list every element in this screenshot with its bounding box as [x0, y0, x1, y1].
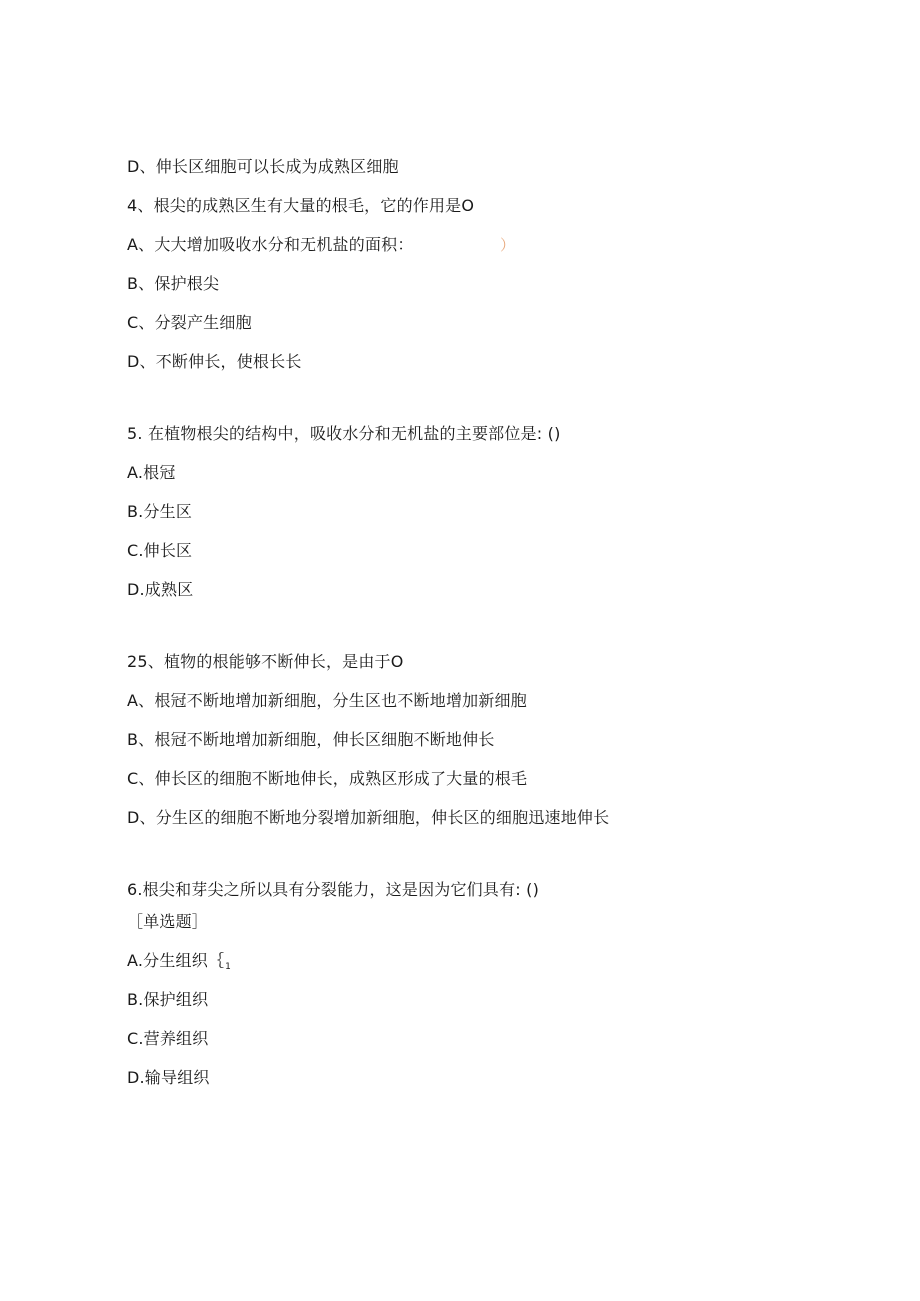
- q6-option-a: [127, 950, 231, 978]
- q25-option-d: D、分生区的细胞不断地分裂增加新细胞，伸长区的细胞迅速地伸长: [127, 808, 610, 827]
- q6-option-c: C.营养组织: [127, 1029, 209, 1048]
- q4-option-c: C、分裂产生细胞: [127, 313, 252, 332]
- q25-option-b: B、根冠不断地增加新细胞，伸长区细胞不断地伸长: [127, 730, 495, 749]
- q5-option-d: D.成熟区: [127, 580, 194, 599]
- q6-option-d: D.输导组织: [127, 1068, 210, 1087]
- q4-option-b: B、保护根尖: [127, 274, 220, 293]
- q6-type-tag: ［单选题］: [127, 912, 209, 931]
- q4-option-a: A、大大增加吸收水分和无机盐的面积：: [127, 235, 414, 254]
- q5-option-c: C.伸长区: [127, 541, 193, 560]
- q6-option-b: B.保护组织: [127, 990, 209, 1009]
- q5-stem: 5. 在植物根尖的结构中，吸收水分和无机盐的主要部位是: (): [127, 424, 561, 443]
- q4-stem: 4、根尖的成熟区生有大量的根毛，它的作用是O: [127, 196, 475, 215]
- q5-option-a: A.根冠: [127, 463, 176, 482]
- q6-option-a-subscript: 1: [225, 962, 232, 972]
- q3-option-d: D、伸长区细胞可以长成为成熟区细胞: [127, 157, 399, 176]
- q6-option-a-text: A.分生组织｛: [127, 951, 225, 970]
- q4-option-d: D、不断伸长，使根长长: [127, 352, 302, 371]
- q25-option-a: A、根冠不断地增加新细胞，分生区也不断地增加新细胞: [127, 691, 527, 710]
- q4-answer-mark: ）: [500, 236, 516, 254]
- q6-stem: 6.根尖和芽尖之所以具有分裂能力，这是因为它们具有: (): [127, 880, 540, 899]
- q25-option-c: C、伸长区的细胞不断地伸长，成熟区形成了大量的根毛: [127, 769, 528, 788]
- q25-stem: 25、植物的根能够不断伸长，是由于O: [127, 652, 404, 671]
- q5-option-b: B.分生区: [127, 502, 193, 521]
